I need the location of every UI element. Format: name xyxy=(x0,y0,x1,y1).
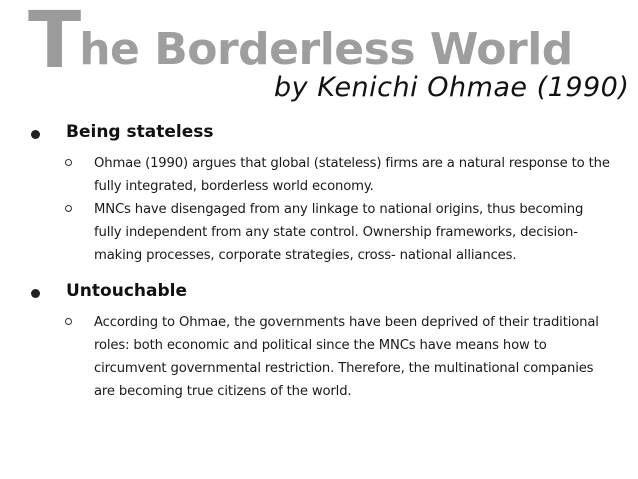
slide-title xyxy=(28,2,628,112)
bullet-heading: Untouchable xyxy=(66,281,187,301)
title-main xyxy=(28,0,573,86)
bullet-list xyxy=(28,122,628,403)
title-subtitle: by Kenichi Ohmae (1990) xyxy=(274,72,630,103)
bullet-dot-icon xyxy=(31,289,40,298)
hollow-circle-icon xyxy=(65,205,72,212)
sub-bullet-item xyxy=(94,152,614,198)
hollow-circle-icon xyxy=(65,159,72,166)
sub-bullet-item xyxy=(94,198,614,267)
bullet-dot-icon xyxy=(31,130,40,139)
sub-bullet-text: According to Ohmae, the governments have been deprived of their traditional roles: both economic and political since the MNCs have means how to circumvent governmental restriction. Therefore, the multinational companies are becoming true citizens of the world. xyxy=(94,315,599,399)
bullet-untouchable xyxy=(28,281,628,403)
bullet-heading: Being stateless xyxy=(66,122,214,142)
title-text: he Borderless World xyxy=(79,24,573,75)
hollow-circle-icon xyxy=(65,318,72,325)
sub-bullet-item xyxy=(94,311,614,403)
sub-bullet-text: Ohmae (1990) argues that global (stateless) firms are a natural response to the fully integrated, borderless world economy. xyxy=(94,156,610,194)
bullet-being-stateless xyxy=(28,122,628,267)
sub-bullet-text: MNCs have disengaged from any linkage to national origins, thus becoming fully independent from any state control. Ownership frameworks, decision-making processes, corporate strategies, cross- national alliances. xyxy=(94,202,584,263)
title-initial-cap: T xyxy=(28,0,80,86)
